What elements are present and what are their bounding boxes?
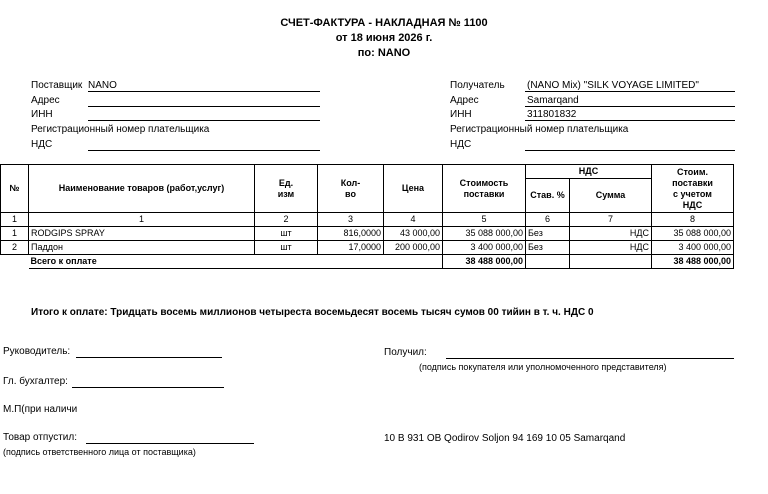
recipient-vat-line xyxy=(525,150,735,151)
accountant-sign-line xyxy=(72,387,224,388)
header-num: № xyxy=(1,165,29,213)
document-basis: по: NANO xyxy=(357,47,411,59)
invoice-table xyxy=(0,164,734,269)
recipient-reg-label: Регистрационный номер плательщика xyxy=(450,124,629,135)
column-number: 6 xyxy=(526,213,570,227)
recipient-label: Получатель xyxy=(450,80,505,91)
document-title: СЧЕТ-ФАКТУРА - НАКЛАДНАЯ № 1100 xyxy=(280,17,488,29)
total-sum: 38 488 000,00 xyxy=(652,255,734,269)
header-vat: НДС xyxy=(526,165,652,179)
column-number-row xyxy=(1,213,734,227)
column-number: 1 xyxy=(29,213,255,227)
column-number: 2 xyxy=(255,213,318,227)
column-number: 3 xyxy=(318,213,384,227)
recipient-name: (NANO Mix) "SILK VOYAGE LIMITED" xyxy=(527,80,699,91)
header-qty: Кол- во xyxy=(318,165,384,213)
supplier-vat-label: НДС xyxy=(31,139,53,150)
released-sign-line xyxy=(86,443,254,444)
column-number: 8 xyxy=(652,213,734,227)
total-label: Всего к оплате xyxy=(29,255,443,269)
supplier-vat-line xyxy=(88,150,320,151)
recipient-inn-line xyxy=(525,120,735,121)
row-unit: шт xyxy=(255,227,318,241)
total-cost: 38 488 000,00 xyxy=(443,255,526,269)
header-unit: Ед. изм xyxy=(255,165,318,213)
row-price: 200 000,00 xyxy=(384,241,443,255)
supplier-inn-line xyxy=(88,120,320,121)
header-total: Стоим. поставки с учетом НДС xyxy=(652,165,734,213)
released-label: Товар отпустил: xyxy=(3,432,77,443)
supplier-name: NANO xyxy=(88,80,117,91)
recipient-inn: 311801832 xyxy=(527,109,577,120)
row-vat-sum: НДС xyxy=(570,241,652,255)
row-vat-rate: Без xyxy=(526,241,570,255)
row-qty: 17,0000 xyxy=(318,241,384,255)
column-number: 5 xyxy=(443,213,526,227)
row-num: 1 xyxy=(1,227,29,241)
document-date: от 18 июня 2026 г. xyxy=(335,32,433,44)
received-label: Получил: xyxy=(384,347,427,358)
row-total: 3 400 000,00 xyxy=(652,241,734,255)
row-price: 43 000,00 xyxy=(384,227,443,241)
amount-in-words: Итого к оплате: Тридцать восемь миллионов четыреста восемьдесят восемь тысяч сумов 00 тийин в т. ч. НДС 0 xyxy=(31,307,594,318)
supplier-address-label: Адрес xyxy=(31,95,60,106)
column-number: 4 xyxy=(384,213,443,227)
row-name: RODGIPS SPRAY xyxy=(29,227,255,241)
row-vat-rate: Без xyxy=(526,227,570,241)
released-note: (подпись ответственного лица от поставщика) xyxy=(3,447,196,457)
recipient-address: Samarqand xyxy=(527,95,579,106)
table-row xyxy=(1,241,734,255)
bank-info: 10 В 931 ОВ Qodirov Soljon 94 169 10 05 Samarqand xyxy=(384,433,626,444)
row-cost: 3 400 000,00 xyxy=(443,241,526,255)
column-number: 1 xyxy=(1,213,29,227)
row-cost: 35 088 000,00 xyxy=(443,227,526,241)
table-row xyxy=(1,227,734,241)
stamp-label: М.П(при наличи xyxy=(3,404,78,415)
director-sign-line xyxy=(76,357,222,358)
row-vat-sum: НДС xyxy=(570,227,652,241)
header-price: Цена xyxy=(384,165,443,213)
recipient-inn-label: ИНН xyxy=(450,109,472,120)
column-number: 7 xyxy=(570,213,652,227)
recipient-vat-label: НДС xyxy=(450,139,472,150)
director-label: Руководитель: xyxy=(3,346,71,357)
recipient-name-line xyxy=(525,91,735,92)
header-vat-sum: Сумма xyxy=(570,179,652,213)
recipient-address-line xyxy=(525,106,735,107)
supplier-address-line xyxy=(88,106,320,107)
row-name: Паддон xyxy=(29,241,255,255)
row-num: 2 xyxy=(1,241,29,255)
row-qty: 816,0000 xyxy=(318,227,384,241)
accountant-label: Гл. бухгалтер: xyxy=(3,376,68,387)
received-note: (подпись покупателя или уполномоченного представителя) xyxy=(419,362,667,372)
supplier-name-line xyxy=(88,91,320,92)
total-row xyxy=(1,255,734,269)
row-total: 35 088 000,00 xyxy=(652,227,734,241)
header-name: Наименование товаров (работ,услуг) xyxy=(29,165,255,213)
supplier-inn-label: ИНН xyxy=(31,109,53,120)
header-vat-rate: Став. % xyxy=(526,179,570,213)
header-cost: Стоимость поставки xyxy=(443,165,526,213)
supplier-label: Поставщик xyxy=(31,80,83,91)
received-sign-line xyxy=(446,358,734,359)
supplier-reg-label: Регистрационный номер плательщика xyxy=(31,124,210,135)
recipient-address-label: Адрес xyxy=(450,95,479,106)
row-unit: шт xyxy=(255,241,318,255)
